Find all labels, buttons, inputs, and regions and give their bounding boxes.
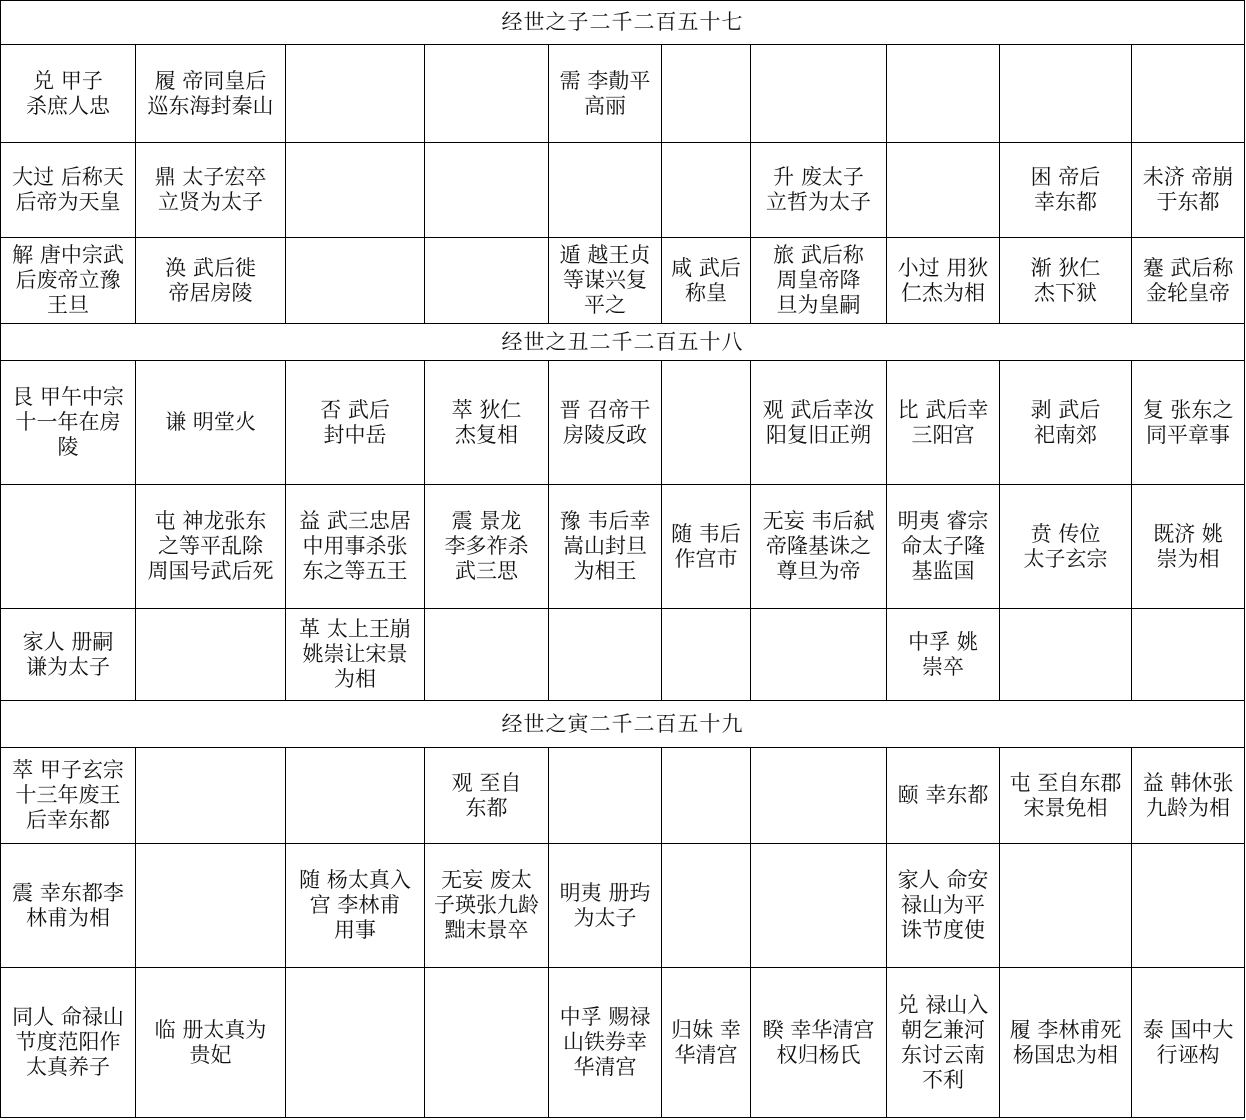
- table-cell: 需 李勣平 高丽: [549, 45, 662, 143]
- table-cell: 蹇 武后称 金轮皇帝: [1132, 238, 1245, 324]
- table-cell: 鼎 太子宏卒 立贤为太子: [136, 143, 286, 238]
- empty-cell: [286, 748, 425, 844]
- table-cell: 兑 禄山入 朝乞兼河 东讨云南 不利: [887, 968, 1000, 1118]
- table-row: [1, 844, 1245, 968]
- empty-cell: [425, 238, 549, 324]
- empty-cell: [662, 609, 751, 701]
- table-cell: 小过 用狄 仁杰为相: [887, 238, 1000, 324]
- table-cell: 谦 明堂火: [136, 361, 286, 485]
- empty-cell: [136, 844, 286, 968]
- empty-cell: [662, 45, 751, 143]
- empty-cell: [751, 844, 887, 968]
- empty-cell: [1000, 45, 1132, 143]
- table-cell: 随 韦后 作宫市: [662, 485, 751, 609]
- table-cell: 遁 越王贞 等谋兴复 平之: [549, 238, 662, 324]
- empty-cell: [1132, 609, 1245, 701]
- table-cell: 贲 传位 太子玄宗: [1000, 485, 1132, 609]
- table-cell: 颐 幸东都: [887, 748, 1000, 844]
- table-cell: 临 册太真为 贵妃: [136, 968, 286, 1118]
- table-cell: 无妄 废太 子瑛张九龄 黜末景卒: [425, 844, 549, 968]
- table-cell: 同人 命禄山 节度范阳作 太真养子: [1, 968, 136, 1118]
- table-cell: 大过 后称天 后帝为天皇: [1, 143, 136, 238]
- table-row: [1, 485, 1245, 609]
- empty-cell: [425, 143, 549, 238]
- table-cell: 比 武后幸 三阳宫: [887, 361, 1000, 485]
- table-cell: 咸 武后 称皇: [662, 238, 751, 324]
- table-cell: 观 武后幸汝 阳复旧正朔: [751, 361, 887, 485]
- table-cell: 家人 命安 禄山为平 诛节度使: [887, 844, 1000, 968]
- empty-cell: [425, 609, 549, 701]
- empty-cell: [1132, 45, 1245, 143]
- empty-cell: [286, 238, 425, 324]
- table-cell: 否 武后 封中岳: [286, 361, 425, 485]
- empty-cell: [751, 748, 887, 844]
- table-cell: 解 唐中宗武 后废帝立豫 王旦: [1, 238, 136, 324]
- table-cell: 震 幸东都李 林甫为相: [1, 844, 136, 968]
- table-cell: 泰 国中大 行诬构: [1132, 968, 1245, 1118]
- empty-cell: [1000, 844, 1132, 968]
- section-title: 经世之寅二千二百五十九: [1, 701, 1245, 748]
- table-row: [1, 361, 1245, 485]
- table-cell: 升 废太子 立哲为太子: [751, 143, 887, 238]
- table-cell: 萃 狄仁 杰复相: [425, 361, 549, 485]
- table-cell: 萃 甲子玄宗 十三年废王 后幸东都: [1, 748, 136, 844]
- section-title-row: [1, 701, 1245, 748]
- empty-cell: [549, 748, 662, 844]
- table-cell: 剥 武后 祀南郊: [1000, 361, 1132, 485]
- table-row: [1, 238, 1245, 324]
- empty-cell: [425, 968, 549, 1118]
- table-row: [1, 45, 1245, 143]
- empty-cell: [549, 143, 662, 238]
- table-cell: 屯 至自东郡 宋景免相: [1000, 748, 1132, 844]
- section-title-row: [1, 324, 1245, 361]
- empty-cell: [286, 45, 425, 143]
- empty-cell: [887, 45, 1000, 143]
- empty-cell: [662, 748, 751, 844]
- table-cell: 未济 帝崩 于东都: [1132, 143, 1245, 238]
- empty-cell: [662, 844, 751, 968]
- table-cell: 无妄 韦后弑 帝隆基诛之 尊旦为帝: [751, 485, 887, 609]
- empty-cell: [549, 609, 662, 701]
- table-cell: 屯 神龙张东 之等平乱除 周国号武后死: [136, 485, 286, 609]
- table-cell: 益 韩休张 九龄为相: [1132, 748, 1245, 844]
- section-title-row: [1, 1, 1245, 45]
- table-cell: 旅 武后称 周皇帝降 旦为皇嗣: [751, 238, 887, 324]
- table-row: [1, 143, 1245, 238]
- empty-cell: [1000, 609, 1132, 701]
- empty-cell: [286, 968, 425, 1118]
- table-cell: 复 张东之 同平章事: [1132, 361, 1245, 485]
- empty-cell: [662, 361, 751, 485]
- section-title: 经世之丑二千二百五十八: [1, 324, 1245, 361]
- table-cell: 艮 甲午中宗 十一年在房 陵: [1, 361, 136, 485]
- table-row: [1, 609, 1245, 701]
- empty-cell: [1132, 844, 1245, 968]
- empty-cell: [136, 609, 286, 701]
- empty-cell: [887, 143, 1000, 238]
- empty-cell: [136, 748, 286, 844]
- empty-cell: [286, 143, 425, 238]
- table-cell: 履 帝同皇后 巡东海封秦山: [136, 45, 286, 143]
- empty-cell: [1, 485, 136, 609]
- empty-cell: [751, 609, 887, 701]
- table-cell: 家人 册嗣 谦为太子: [1, 609, 136, 701]
- empty-cell: [662, 143, 751, 238]
- empty-cell: [425, 45, 549, 143]
- table-row: [1, 748, 1245, 844]
- table-cell: 震 景龙 李多祚杀 武三思: [425, 485, 549, 609]
- table-cell: 随 杨太真入 宫 李林甫 用事: [286, 844, 425, 968]
- table-cell: 豫 韦后幸 嵩山封旦 为相王: [549, 485, 662, 609]
- table-cell: 睽 幸华清宫 权归杨氏: [751, 968, 887, 1118]
- table-cell: 观 至自 东都: [425, 748, 549, 844]
- empty-cell: [751, 45, 887, 143]
- table-cell: 明夷 册玙 为太子: [549, 844, 662, 968]
- table-cell: 既济 姚 崇为相: [1132, 485, 1245, 609]
- table-cell: 晋 召帝干 房陵反政: [549, 361, 662, 485]
- table-cell: 革 太上王崩 姚崇让宋景 为相: [286, 609, 425, 701]
- table-row: [1, 968, 1245, 1118]
- table-cell: 明夷 睿宗 命太子隆 基监国: [887, 485, 1000, 609]
- table-cell: 中孚 赐禄 山铁券幸 华清宫: [549, 968, 662, 1118]
- table-cell: 涣 武后徙 帝居房陵: [136, 238, 286, 324]
- table-cell: 归妹 幸 华清宫: [662, 968, 751, 1118]
- section-title: 经世之子二千二百五十七: [1, 1, 1245, 45]
- table-cell: 兑 甲子 杀庶人忠: [1, 45, 136, 143]
- table-cell: 履 李林甫死 杨国忠为相: [1000, 968, 1132, 1118]
- table-cell: 益 武三忠居 中用事杀张 东之等五王: [286, 485, 425, 609]
- table-cell: 渐 狄仁 杰下狱: [1000, 238, 1132, 324]
- table-cell: 困 帝后 幸东都: [1000, 143, 1132, 238]
- table-cell: 中孚 姚 崇卒: [887, 609, 1000, 701]
